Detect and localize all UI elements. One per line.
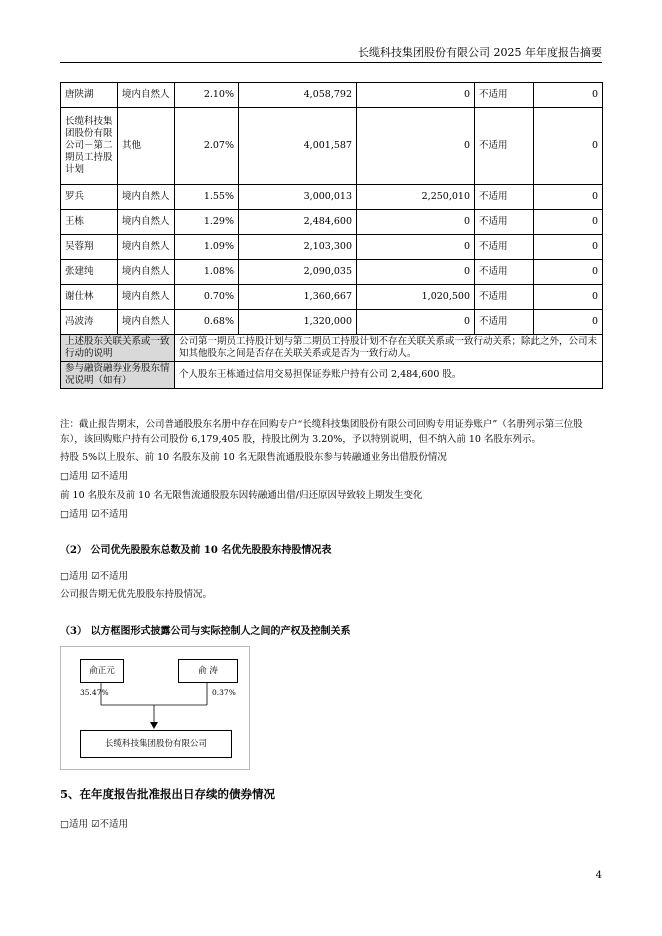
cell-status: 不适用 bbox=[475, 260, 534, 285]
table-row bbox=[61, 185, 603, 210]
cell-count: 0 bbox=[534, 83, 603, 108]
cell-count: 0 bbox=[534, 260, 603, 285]
person2-box: 俞 涛 bbox=[178, 659, 238, 683]
cell-shares: 2,103,300 bbox=[239, 235, 357, 260]
preferred-text: 公司报告期无优先股股东持股情况。 bbox=[60, 589, 213, 600]
cell-shares: 4,001,587 bbox=[239, 108, 357, 185]
shareholder-table bbox=[60, 82, 603, 389]
person1-box: 俞正元 bbox=[80, 659, 124, 683]
cell-count: 0 bbox=[534, 108, 603, 185]
page-header: 长缆科技集团股份有限公司 2025 年年度报告摘要 bbox=[60, 44, 602, 63]
company-box: 长缆科技集团股份有限公司 bbox=[80, 730, 232, 758]
cell-name: 张建纯 bbox=[61, 260, 118, 285]
bond-section-title: 5、在年度报告批准报出日存续的债券情况 bbox=[60, 787, 275, 801]
bond-option: □适用 ☑不适用 bbox=[60, 819, 129, 830]
cell-pct: 0.68% bbox=[175, 310, 239, 335]
cell-count: 0 bbox=[534, 310, 603, 335]
cell-shares: 4,058,792 bbox=[239, 83, 357, 108]
table-row bbox=[61, 285, 603, 310]
change-option: □适用 ☑不适用 bbox=[60, 509, 129, 520]
margin-trading-row bbox=[61, 362, 603, 389]
cell-shares: 2,090,035 bbox=[239, 260, 357, 285]
cell-pct: 1.29% bbox=[175, 210, 239, 235]
lending-question: 持股 5%以上股东、前 10 名股东及前 10 名无限售流通股股东参与转融通业务出借股份情况 bbox=[60, 452, 447, 463]
related-relations-text: 公司第一期员工持股计划与第二期员工持股计划不存在关联关系或一致行动关系；除此之外，公司未知其他股东之间是否存在关联关系或是否为一致行动人。 bbox=[175, 335, 603, 362]
cell-count: 0 bbox=[534, 235, 603, 260]
cell-pct: 1.08% bbox=[175, 260, 239, 285]
cell-status: 不适用 bbox=[475, 210, 534, 235]
cell-pct: 2.10% bbox=[175, 83, 239, 108]
cell-name: 吴蓉翔 bbox=[61, 235, 118, 260]
shareholder-table-body bbox=[61, 83, 603, 389]
cell-shares: 2,484,600 bbox=[239, 210, 357, 235]
cell-count: 0 bbox=[534, 285, 603, 310]
cell-restricted: 0 bbox=[357, 235, 475, 260]
cell-restricted: 0 bbox=[357, 83, 475, 108]
cell-pct: 0.70% bbox=[175, 285, 239, 310]
table-row bbox=[61, 210, 603, 235]
cell-pct: 2.07% bbox=[175, 108, 239, 185]
cell-status: 不适用 bbox=[475, 285, 534, 310]
cell-name: 谢仕林 bbox=[61, 285, 118, 310]
cell-type: 境内自然人 bbox=[118, 310, 175, 335]
cell-restricted: 2,250,010 bbox=[357, 185, 475, 210]
cell-status: 不适用 bbox=[475, 185, 534, 210]
related-relations-row bbox=[61, 335, 603, 362]
cell-type: 其他 bbox=[118, 108, 175, 185]
table-row bbox=[61, 235, 603, 260]
related-relations-label: 上述股东关联关系或一致行动的说明 bbox=[61, 335, 175, 362]
cell-name: 唐陕湖 bbox=[61, 83, 118, 108]
table-row bbox=[61, 310, 603, 335]
page-number: 4 bbox=[595, 870, 602, 881]
lending-option: □适用 ☑不适用 bbox=[60, 471, 129, 482]
cell-pct: 1.55% bbox=[175, 185, 239, 210]
control-section-title: （3） 以方框图形式披露公司与实际控制人之间的产权及控制关系 bbox=[60, 626, 351, 637]
cell-name: 王栋 bbox=[61, 210, 118, 235]
cell-type: 境内自然人 bbox=[118, 83, 175, 108]
change-question: 前 10 名股东及前 10 名无限售流通股股东因转融通出借/归还原因导致较上期发生变化 bbox=[60, 490, 423, 501]
cell-restricted: 0 bbox=[357, 210, 475, 235]
cell-shares: 1,360,667 bbox=[239, 285, 357, 310]
cell-type: 境内自然人 bbox=[118, 235, 175, 260]
cell-type: 境内自然人 bbox=[118, 285, 175, 310]
cell-type: 境内自然人 bbox=[118, 260, 175, 285]
cell-restricted: 0 bbox=[357, 260, 475, 285]
person2-percentage: 0.37% bbox=[212, 688, 236, 697]
cell-restricted: 0 bbox=[357, 108, 475, 185]
cell-restricted: 0 bbox=[357, 310, 475, 335]
table-row bbox=[61, 83, 603, 108]
preferred-section-title: （2） 公司优先股股东总数及前 10 名优先股股东持股情况表 bbox=[60, 545, 332, 556]
cell-name: 冯波涛 bbox=[61, 310, 118, 335]
cell-status: 不适用 bbox=[475, 83, 534, 108]
margin-trading-label: 参与融资融券业务股东情况说明（如有） bbox=[61, 362, 175, 389]
cell-status: 不适用 bbox=[475, 235, 534, 260]
table-row bbox=[61, 108, 603, 185]
preferred-option: □适用 ☑不适用 bbox=[60, 571, 129, 582]
person1-percentage: 35.47% bbox=[80, 688, 109, 697]
cell-shares: 3,000,013 bbox=[239, 185, 357, 210]
margin-trading-text: 个人股东王栋通过信用交易担保证券账户持有公司 2,484,600 股。 bbox=[175, 362, 603, 389]
cell-type: 境内自然人 bbox=[118, 185, 175, 210]
cell-type: 境内自然人 bbox=[118, 210, 175, 235]
cell-pct: 1.09% bbox=[175, 235, 239, 260]
cell-status: 不适用 bbox=[475, 108, 534, 185]
cell-status: 不适用 bbox=[475, 310, 534, 335]
cell-count: 0 bbox=[534, 210, 603, 235]
note-paragraph: 注：截止报告期末，公司普通股股东名册中存在回购专户“长缆科技集团股份有限公司回购专用证券账户”（名册列示第三位股东），该回购账户持有公司股份 6,179,405 股，持股比例为 3.20%，予以特别说明，但不纳入前 10 名股东列示。 bbox=[60, 419, 583, 445]
cell-name: 长缆科技集团股份有限公司－第二期员工持股计划 bbox=[61, 108, 118, 185]
cell-shares: 1,320,000 bbox=[239, 310, 357, 335]
cell-name: 罗兵 bbox=[61, 185, 118, 210]
cell-restricted: 1,020,500 bbox=[357, 285, 475, 310]
cell-count: 0 bbox=[534, 185, 603, 210]
table-row bbox=[61, 260, 603, 285]
